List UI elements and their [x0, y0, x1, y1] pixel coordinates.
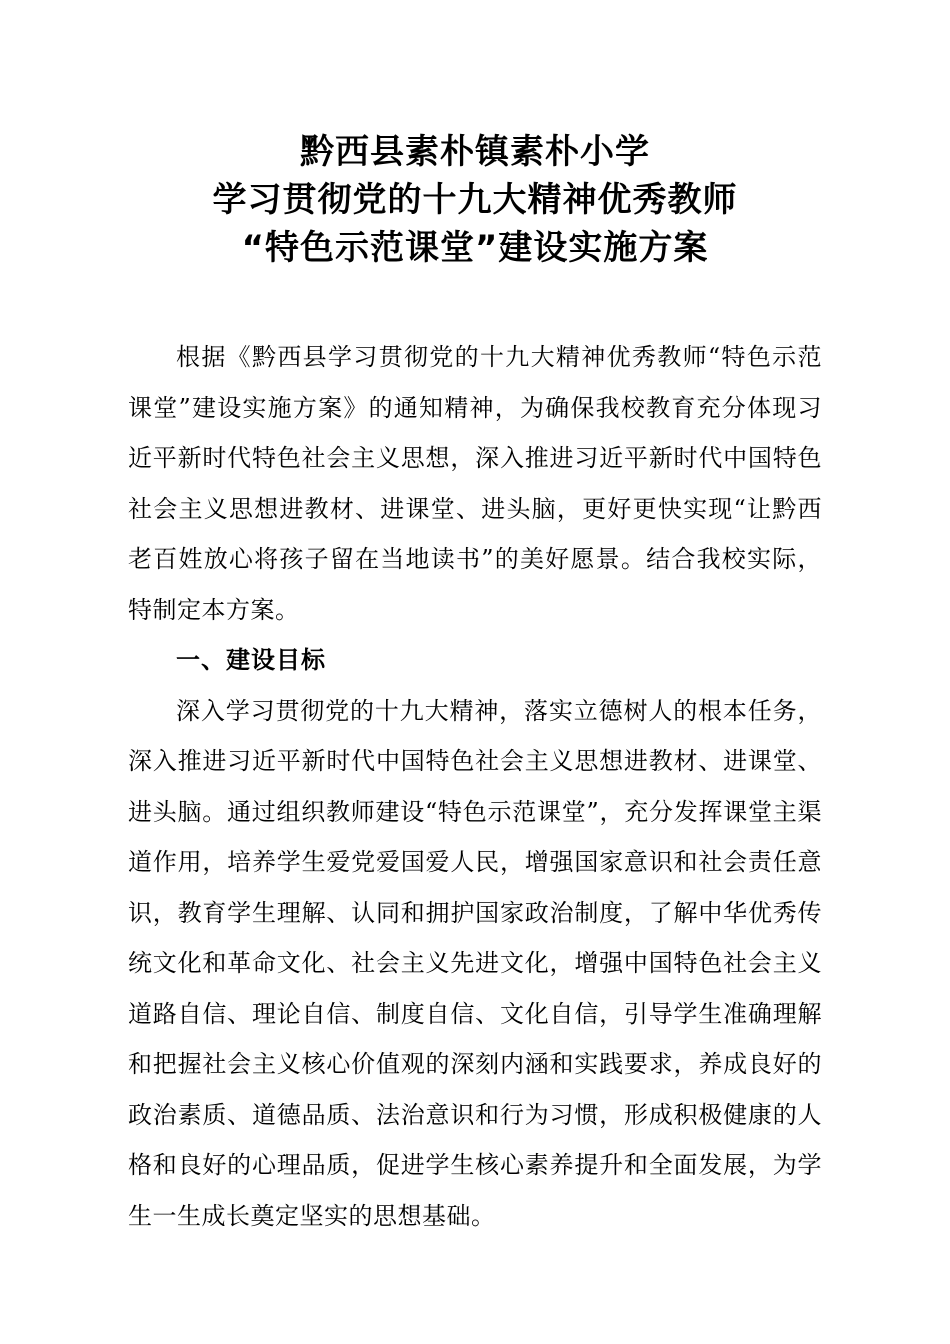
goals-paragraph: 深入学习贯彻党的十九大精神，落实立德树人的根本任务，深入推进习近平新时代中国特色社会主义思想进教材、进课堂、进头脑。通过组织教师建设“特色示范课堂”，充分发挥课堂主渠道作用，培养学生爱党爱国爱人民，增强国家意识和社会责任意识，教育学生理解、认同和拥护国家政治制度，了解中华优秀传统文化和革命文化、社会主义先进文化，增强中国特色社会主义道路自信、理论自信、制度自信、文化自信，引导学生准确理解和把握社会主义核心价值观的深刻内涵和实践要求，养成良好的政治素质、道德品质、法治意识和行为习惯，形成积极健康的人格和良好的心理品质，促进学生核心素养提升和全面发展，为学生一生成长奠定坚实的思想基础。	[128, 696, 822, 1230]
title-line-subject: 学习贯彻党的十九大精神优秀教师	[212, 180, 738, 220]
document-title	[0, 128, 950, 272]
intro-paragraph: 根据《黔西县学习贯彻党的十九大精神优秀教师“特色示范课堂”建设实施方案》的通知精神，为确保我校教育充分体现习近平新时代特色社会主义思想，深入推进习近平新时代中国特色社会主义思想进教材、进课堂、进头脑，更好更快实现“让黔西老百姓放心将孩子留在当地读书”的美好愿景。结合我校实际，特制定本方案。	[128, 343, 822, 624]
document-body	[128, 332, 822, 1241]
title-line-plan: “特色示范课堂”建设实施方案	[241, 228, 709, 268]
section-heading-goals: 一、建设目标	[176, 646, 326, 674]
title-line-school: 黔西县素朴镇素朴小学	[300, 132, 650, 172]
